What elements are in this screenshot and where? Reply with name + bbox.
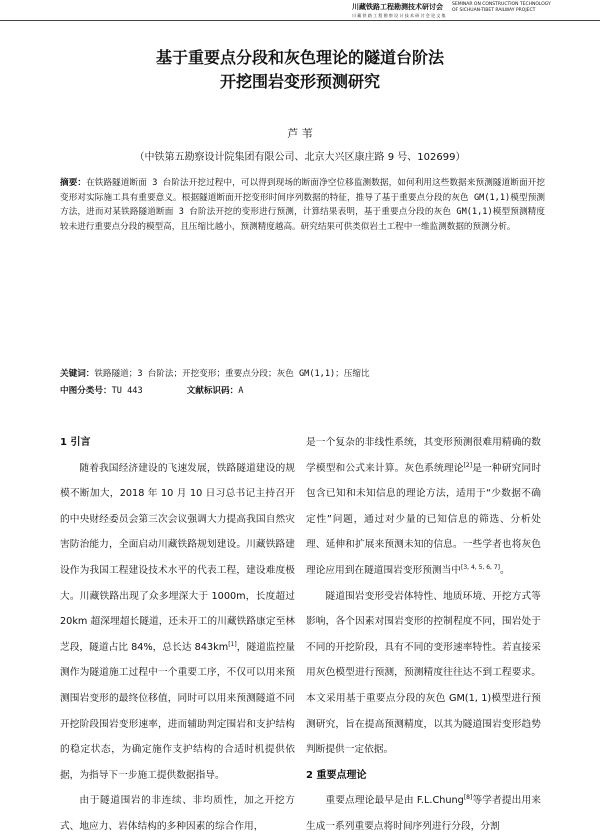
header-rule: [0, 20, 600, 21]
journal-title-en-2: OF SICHUAN-TIBET RAILWAY PROJECT: [452, 8, 536, 13]
classification: [60, 384, 243, 396]
right-para-1-cont: 是一种研究同时包含已知和未知信息的理论方法，适用于“少数据不确定性”问题，通过对少量的已知信息的筛选、分析处理、延伸和扩展来预测未知的信息。一些学者也将灰色理论应用到在隧道围岩变形预测当中: [306, 462, 542, 576]
journal-subtitle: 川 藏 铁 路 工 程 勘 察 设 计 技 术 研 讨 会 论 文 集: [352, 13, 446, 18]
left-column: [60, 430, 295, 840]
left-paragraph-1: [60, 456, 295, 789]
classification-label: 中图分类号：: [60, 386, 112, 396]
affiliation: （中铁第五勘察设计院集团有限公司、北京大兴区康庄路 9 号、102699）: [134, 152, 466, 163]
citation-1: [1]: [228, 640, 237, 648]
abstract: [60, 176, 545, 234]
paper-title: [0, 46, 600, 94]
doc-code-label: 文献标识码：: [186, 386, 239, 396]
citation-8: [8]: [463, 794, 473, 802]
citation-3-7: [3, 4, 5, 6, 7]: [461, 563, 501, 571]
journal-header-left: [352, 2, 446, 19]
journal-title-en-1: SEMINAR ON CONSTRUCTION TECHNOLOGY: [452, 2, 551, 7]
citation-2: [2]: [463, 461, 473, 469]
right-paragraph-1: [306, 430, 541, 584]
left-para-1-cont: ，隧道监控量测作为隧道施工过程中一个重要工序，不仅可以用来预测围岩变形的最终位移值，同时可以用来预测隧道不同开挖阶段围岩变形速率，进而辅助判定围岩和支护结构的稳定状态，为确定施作支护结构的合适时机提供依据，为指导下一步施工提供数据指导。: [60, 641, 296, 781]
right-para-3-cont: 等学者提出用来生成一系列重要点将时间序列进行分段，分割: [306, 795, 541, 832]
left-paragraph-2: 由于隧道围岩的非连续、非均质性，加之开挖方式、地应力、岩体结构的多种因素的综合作用，: [60, 795, 295, 832]
journal-header-right: [452, 2, 551, 14]
author: 芦 苇: [287, 127, 313, 140]
left-para-1-text: 随着我国经济建设的飞速发展，铁路隧道建设的规模不断加大，2018 年 10 月 10 日习总书记主持召开的中央财经委员会第三次会议强调大力提高我国自然灾害防治能力，全面启动川藏铁路规划建设。川藏铁路建设作为我国工程建设技术水平的代表工程，建设难度极大。川藏铁路出现了众多埋深大于 1000m，长度超过 20km 超深埋超长隧道，还未开工的川藏铁路康定至林芝段，隧道占比 84%，总长达 843km: [60, 462, 295, 653]
right-para-3-text: 重要点理论最早是由 F.L.Chung: [325, 795, 464, 807]
right-column: [306, 430, 541, 840]
keywords-label: 关键词：: [60, 369, 95, 379]
keywords: [60, 367, 370, 379]
keywords-text: 铁路隧道；3 台阶法；开挖变形；重要点分段；灰色 GM(1,1)；压缩比: [94, 369, 370, 379]
classification-value: TU 443: [111, 386, 143, 396]
right-paragraph-2: 隧道围岩变形受岩体特性、地质环境、开挖方式等影响，各个因素对围岩变形的控制程度不同，围岩处于不同的开挖阶段，具有不同的变形速率特性。若直接采用灰色模型进行预测，预测精度往往达不到工程要求。本文采用基于重要点分段的灰色 GM(1, 1)模型进行预测研究，旨在提高预测精度，以其为隧道围岩变形趋势判断提供一定依据。: [306, 590, 541, 756]
journal-title-cn: 川藏铁路工程勘测技术研讨会: [352, 3, 443, 11]
title-line-1: 基于重要点分段和灰色理论的隧道台阶法: [155, 48, 444, 67]
title-line-2: 开挖围岩变形预测研究: [219, 72, 380, 91]
abstract-label: 摘要：: [60, 178, 87, 188]
section-2-heading: 2 重要点理论: [306, 769, 367, 781]
right-para-1-end: 。: [500, 564, 510, 576]
section-1-heading: 1 引言: [60, 437, 91, 448]
doc-code-value: A: [238, 386, 244, 396]
right-para-1-text: 是一个复杂的非线性系统，其变形预测很难用精确的数学模型和公式来计算。灰色系统理论: [306, 437, 541, 474]
abstract-text: 在铁路隧道断面 3 台阶法开挖过程中，可以得到现场的断面净空位移监测数据，如何利用这些数据来预测隧道断面开挖变形对实际施工具有重要意义。根据隧道断面开挖变形时间序列数据的特征，推导了基于重要点分段的灰色 GM(1,1)模型预测方法，进而对某铁路隧道断面 3 台阶法开挖的变形进行预测，计算结果表明，基于重要点分段的灰色 GM(1,1)模型预测精度较未进行重要点分段的模型高，且压缩比越小，预测精度越高。研究结果可供类似岩土工程中一维监测数据的预测分析。: [60, 178, 545, 232]
right-paragraph-3: [306, 788, 541, 839]
